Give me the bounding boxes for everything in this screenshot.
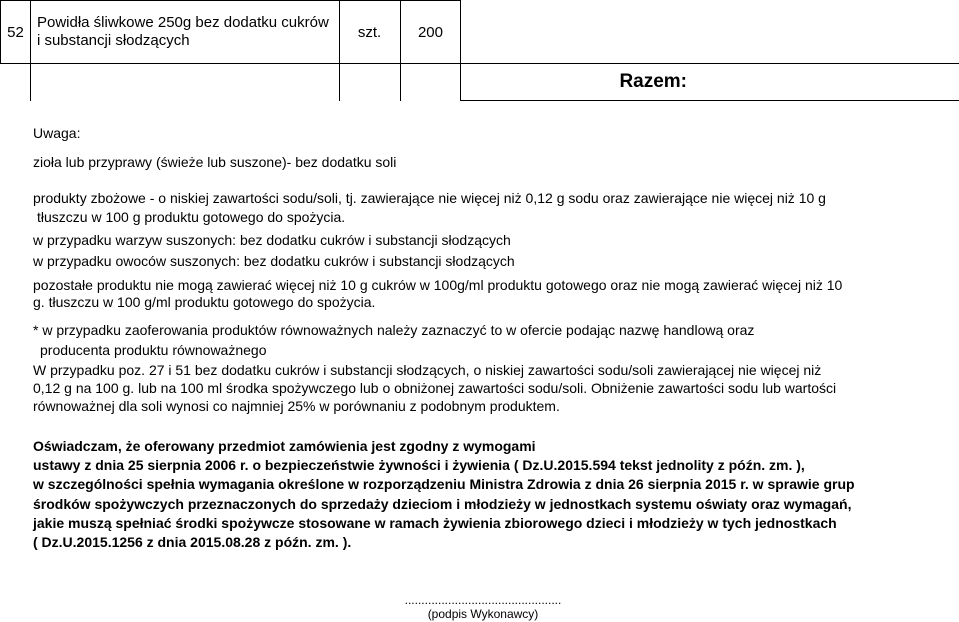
note-cereal-line2: tłuszczu w 100 g produktu gotowego do spożycia. [37,209,346,225]
note-dried-fruit: w przypadku owoców suszonych: bez dodatku cukrów i substancji słodzących [33,253,515,269]
declaration-line2: ustawy z dnia 25 sierpnia 2006 r. o bezpieczeństwie żywności i żywienia ( Dz.U.2015.594 tekst jednolity z późn. zm. ), [33,457,805,473]
product-name-cell [30,1,339,64]
note-other-line2: g. tłuszczu w 100 g/ml produktu gotowego do spożycia. [33,294,376,310]
table-row [1,1,959,64]
quantity-cell: 200 [400,1,461,64]
signature-label: (podpis Wykonawcy) [427,607,539,621]
note-other-line1: pozostałe produktu nie mogą zawierać więcej niż 10 g cukrów w 100g/ml produktu gotowego oraz nie mogą zawierać więcej niż 10 [33,277,843,293]
empty-cell [461,1,959,64]
product-name-line1: Powidła śliwkowe 250g bez dodatku cukrów [36,14,329,31]
declaration-line5: jakie muszą spełniać środki spożywcze stosowane w ramach żywienia zbiorowego dzieci i młodzieży w tych jednostkach [33,515,837,531]
note-herbs: zioła lub przyprawy (świeże lub suszone)- bez dodatku soli [33,154,397,170]
total-label: Razem: [461,64,959,101]
declaration-line4: środków spożywczych przeznaczonych do sprzedaży dzieciom i młodzieży w jednostkach systemu oświaty oraz wymagań, [33,496,852,512]
note-cereal-line1: produkty zbożowe - o niskiej zawartości sodu/soli, tj. zawierające nie więcej niż 0,12 g sodu oraz zawierające nie więcej niż 10 g [33,190,826,206]
signature-dots: ............................................... [404,593,562,607]
note-equivalent-line2: producenta produktu równoważnego [40,342,267,358]
declaration-line3: w szczególności spełnia wymagania określone w rozporządzeniu Ministra Zdrowia z dnia 26 sierpnia 2015 r. w sprawie grup [33,476,855,492]
note-positions-line1: W przypadku poz. 27 i 51 bez dodatku cukrów i substancji słodzących, o niskiej zawartości sodu/soli zawierającej nie więcej niż [33,362,822,378]
declaration-line6: ( Dz.U.2015.1256 z dnia 2015.08.28 z późn. zm. ). [33,534,352,550]
note-positions-line2: 0,12 g na 100 g. lub na 100 ml środka spożywczego lub o obniżonej zawartości sodu/soli. Obniżenie zawartości sodu lub wartości [33,380,837,396]
note-equivalent-line1: * w przypadku zaoferowania produktów równoważnych należy zaznaczyć to w ofercie podając nazwę handlową oraz [33,322,755,338]
total-row [1,64,959,101]
unit-cell: szt. [339,1,400,64]
row-number: 52 [1,1,31,64]
note-dried-vegetables: w przypadku warzyw suszonych: bez dodatku cukrów i substancji słodzących [33,232,511,248]
notes-heading: Uwaga: [33,125,81,141]
products-table [0,0,959,101]
product-name-line2: i substancji słodzących [36,32,190,49]
declaration-line1: Oświadczam, że oferowany przedmiot zamówienia jest zgodny z wymogami [33,438,536,454]
note-positions-line3: równoważnej dla soli wynosi co najmniej 25% w porównaniu z podobnym produktem. [33,398,560,414]
